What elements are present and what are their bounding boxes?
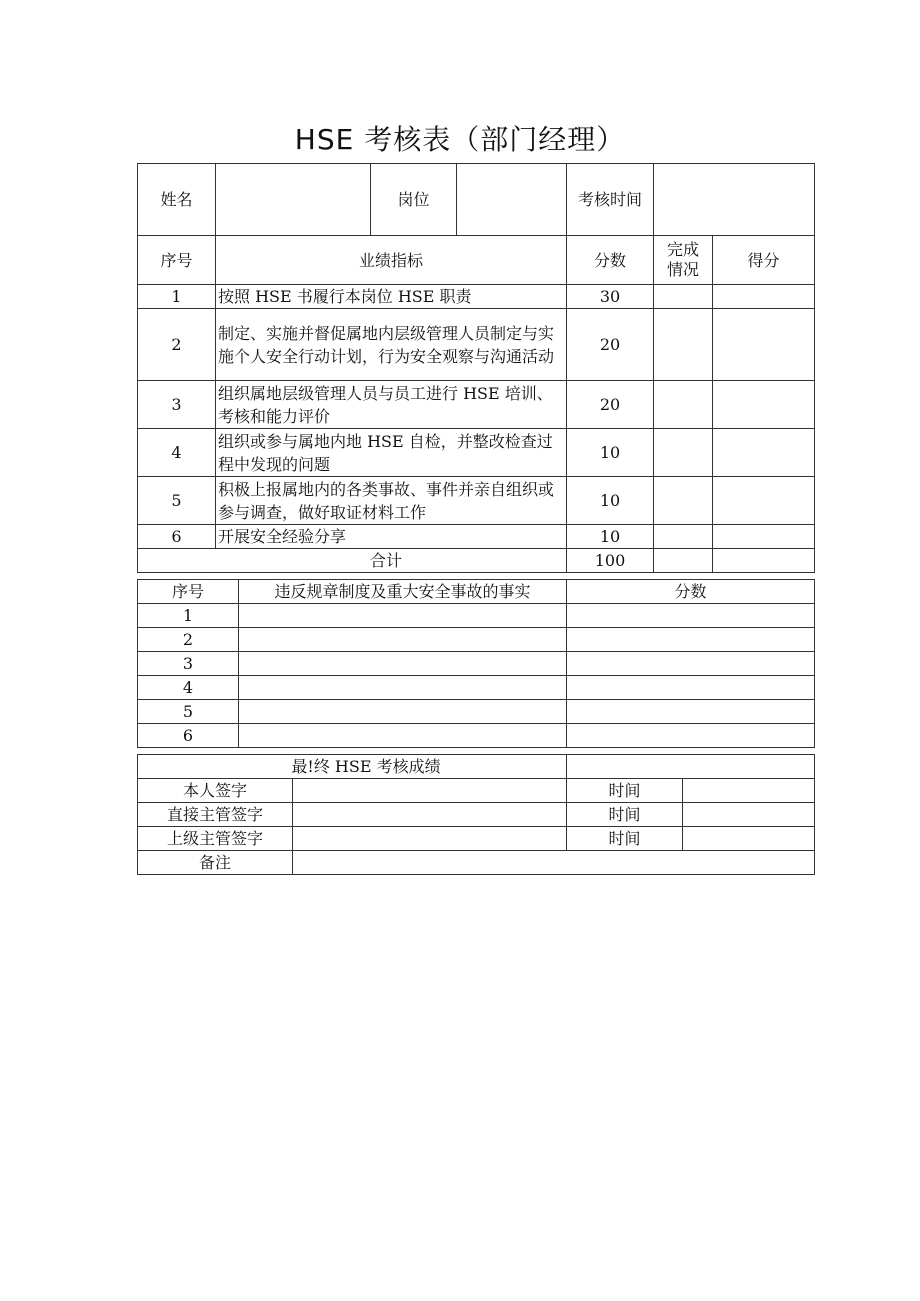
row-completion[interactable] bbox=[654, 429, 713, 477]
row-indicator: 组织属地层级管理人员与员工进行 HSE 培训、考核和能力评价 bbox=[216, 381, 567, 429]
row-fact[interactable] bbox=[239, 628, 567, 652]
row-no: 6 bbox=[138, 724, 239, 748]
row-got[interactable] bbox=[713, 309, 815, 381]
self-sign-label: 本人签字 bbox=[138, 779, 293, 803]
direct-sign-label: 直接主管签字 bbox=[138, 803, 293, 827]
row-got[interactable] bbox=[713, 381, 815, 429]
row-no: 2 bbox=[138, 309, 216, 381]
col-header-score: 分数 bbox=[567, 236, 654, 285]
row-completion[interactable] bbox=[654, 285, 713, 309]
col-header-got: 得分 bbox=[713, 236, 815, 285]
row-score[interactable] bbox=[567, 676, 815, 700]
position-label: 岗位 bbox=[371, 164, 457, 236]
row-score[interactable] bbox=[567, 604, 815, 628]
table-row bbox=[138, 477, 815, 525]
table-row bbox=[138, 724, 815, 748]
remark-row bbox=[138, 851, 815, 875]
row-completion[interactable] bbox=[654, 525, 713, 549]
name-label: 姓名 bbox=[138, 164, 216, 236]
upper-sign-row bbox=[138, 827, 815, 851]
upper-sign-time-field[interactable] bbox=[683, 827, 815, 851]
col-header-score: 分数 bbox=[567, 580, 815, 604]
row-indicator: 制定、实施并督促属地内层级管理人员制定与实施个人安全行动计划，行为安全观察与沟通活动 bbox=[216, 309, 567, 381]
total-got[interactable] bbox=[713, 549, 815, 573]
row-fact[interactable] bbox=[239, 724, 567, 748]
row-indicator: 按照 HSE 书履行本岗位 HSE 职责 bbox=[216, 285, 567, 309]
row-completion[interactable] bbox=[654, 477, 713, 525]
row-got[interactable] bbox=[713, 525, 815, 549]
col-header-no: 序号 bbox=[138, 580, 239, 604]
position-field[interactable] bbox=[457, 164, 567, 236]
self-sign-time-field[interactable] bbox=[683, 779, 815, 803]
row-no: 4 bbox=[138, 676, 239, 700]
table-row bbox=[138, 525, 815, 549]
final-score-field[interactable] bbox=[567, 755, 815, 779]
col-header-indicator: 业绩指标 bbox=[216, 236, 567, 285]
row-no: 2 bbox=[138, 628, 239, 652]
time-label: 时间 bbox=[567, 803, 683, 827]
row-score: 10 bbox=[567, 525, 654, 549]
info-row bbox=[138, 164, 815, 236]
self-sign-row bbox=[138, 779, 815, 803]
total-label: 合计 bbox=[138, 549, 567, 573]
row-score: 20 bbox=[567, 309, 654, 381]
row-no: 3 bbox=[138, 652, 239, 676]
final-score-label: 最!终 HSE 考核成绩 bbox=[138, 755, 567, 779]
page-title: HSE 考核表（部门经理） bbox=[294, 123, 626, 156]
row-no: 5 bbox=[138, 477, 216, 525]
signature-table bbox=[137, 754, 815, 875]
table-row bbox=[138, 628, 815, 652]
table-row bbox=[138, 309, 815, 381]
row-fact[interactable] bbox=[239, 676, 567, 700]
table-row bbox=[138, 604, 815, 628]
table-row bbox=[138, 429, 815, 477]
total-completion[interactable] bbox=[654, 549, 713, 573]
assessment-time-field[interactable] bbox=[654, 164, 815, 236]
row-score[interactable] bbox=[567, 652, 815, 676]
row-indicator: 积极上报属地内的各类事故、事件并亲自组织或参与调查，做好取证材料工作 bbox=[216, 477, 567, 525]
assessment-time-label: 考核时间 bbox=[567, 164, 654, 236]
remark-field[interactable] bbox=[293, 851, 815, 875]
row-indicator: 开展安全经验分享 bbox=[216, 525, 567, 549]
row-no: 3 bbox=[138, 381, 216, 429]
upper-sign-label: 上级主管签字 bbox=[138, 827, 293, 851]
table-row bbox=[138, 652, 815, 676]
total-score: 100 bbox=[567, 549, 654, 573]
upper-sign-field[interactable] bbox=[293, 827, 567, 851]
table-row bbox=[138, 700, 815, 724]
final-score-row bbox=[138, 755, 815, 779]
row-score: 30 bbox=[567, 285, 654, 309]
row-fact[interactable] bbox=[239, 700, 567, 724]
row-no: 1 bbox=[138, 604, 239, 628]
row-no: 6 bbox=[138, 525, 216, 549]
row-score: 10 bbox=[567, 477, 654, 525]
total-row bbox=[138, 549, 815, 573]
name-field[interactable] bbox=[216, 164, 371, 236]
direct-sign-time-field[interactable] bbox=[683, 803, 815, 827]
table-row bbox=[138, 381, 815, 429]
time-label: 时间 bbox=[567, 827, 683, 851]
kpi-table bbox=[137, 163, 815, 573]
row-score[interactable] bbox=[567, 700, 815, 724]
row-score[interactable] bbox=[567, 724, 815, 748]
direct-sign-field[interactable] bbox=[293, 803, 567, 827]
row-got[interactable] bbox=[713, 477, 815, 525]
row-fact[interactable] bbox=[239, 604, 567, 628]
time-label: 时间 bbox=[567, 779, 683, 803]
row-no: 4 bbox=[138, 429, 216, 477]
table-row bbox=[138, 285, 815, 309]
row-fact[interactable] bbox=[239, 652, 567, 676]
self-sign-field[interactable] bbox=[293, 779, 567, 803]
violations-table bbox=[137, 579, 815, 748]
direct-sign-row bbox=[138, 803, 815, 827]
row-got[interactable] bbox=[713, 429, 815, 477]
col-header-fact: 违反规章制度及重大安全事故的事实 bbox=[239, 580, 567, 604]
remark-label: 备注 bbox=[138, 851, 293, 875]
row-score[interactable] bbox=[567, 628, 815, 652]
kpi-header-row bbox=[138, 236, 815, 285]
row-completion[interactable] bbox=[654, 309, 713, 381]
col-header-no: 序号 bbox=[138, 236, 216, 285]
violations-header-row bbox=[138, 580, 815, 604]
row-score: 20 bbox=[567, 381, 654, 429]
row-indicator: 组织或参与属地内地 HSE 自检，并整改检查过程中发现的问题 bbox=[216, 429, 567, 477]
row-score: 10 bbox=[567, 429, 654, 477]
col-header-completion: 完成情况 bbox=[654, 236, 713, 285]
row-no: 1 bbox=[138, 285, 216, 309]
table-row bbox=[138, 676, 815, 700]
row-no: 5 bbox=[138, 700, 239, 724]
row-got[interactable] bbox=[713, 285, 815, 309]
row-completion[interactable] bbox=[654, 381, 713, 429]
